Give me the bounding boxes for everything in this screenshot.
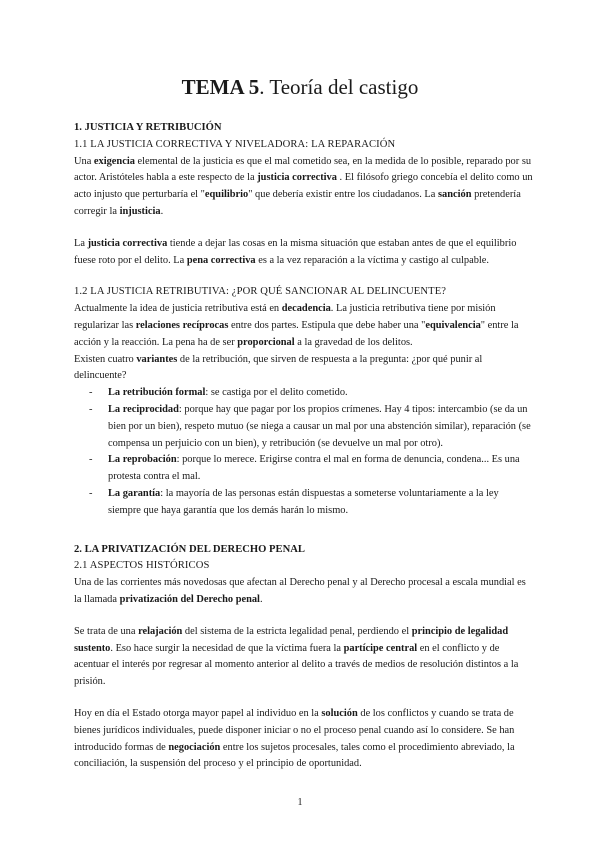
section-1-2-heading: 1.2 LA JUSTICIA RETRIBUTIVA: ¿POR QUÉ SANCIONAR AL DELINCUENTE?	[74, 286, 447, 298]
list-dash: -	[89, 487, 93, 499]
text: en el conflicto y de acentuar el interés por regresar al momento anterior al delito a través de medios de resolución distintos a la prisión.	[74, 642, 519, 688]
text: de los conflictos y cuando se trata de bienes jurídicos individuales, puede disponer iniciar o no el proceso penal cuando así lo considere. Se han introducido formas de	[74, 707, 515, 753]
page-number: 1	[297, 797, 303, 808]
bold-term: justicia correctiva	[87, 237, 168, 249]
text: tiende a dejar las cosas en la misma situación que estaban antes de que el equilibrio fuese roto por el delito. La	[74, 237, 517, 266]
bold-term: negociación	[168, 741, 221, 753]
text: Una de las corrientes más novedosas que afectan al Derecho penal y al Derecho procesal a escala mundial es la llamada	[74, 577, 526, 605]
text: . Eso hace surgir la necesidad de que la víctima fuera la	[110, 642, 344, 654]
bold-term: pena correctiva	[186, 254, 256, 266]
list-item	[74, 452, 534, 486]
paragraph-3	[74, 301, 534, 351]
bold-term: equilibrio	[204, 189, 249, 201]
bold-term: La retribución formal	[108, 387, 206, 399]
page-title	[0, 74, 600, 100]
section-1-heading: 1. JUSTICIA Y RETRIBUCIÓN	[74, 122, 222, 133]
text: " que debería existir entre los ciudadanos. La	[248, 189, 438, 201]
document-body	[74, 120, 534, 773]
retribution-variants-list	[74, 385, 534, 519]
text: del sistema de la estricta legalidad penal, perdiendo el	[182, 625, 412, 637]
text: Existen cuatro	[74, 353, 137, 365]
text: La	[74, 237, 88, 249]
text: : porque hay que pagar por los propios crímenes. Hay 4 tipos: intercambio (se da un bien por un bien), respeto mutuo (se niega a causar un mal por una abstención similar), reparación (se compensa un perjuicio con un bien), y retribución (se devuelve un mal por otro).	[108, 403, 531, 449]
bold-term: relaciones recíprocas	[135, 319, 229, 331]
list-item	[74, 402, 534, 452]
bold-term: La reprobación	[108, 454, 177, 466]
list-item	[74, 385, 534, 402]
paragraph-4	[74, 352, 534, 386]
text: : se castiga por el delito cometido.	[205, 387, 348, 399]
list-item	[74, 486, 534, 520]
text: Se trata de una	[74, 625, 139, 637]
section-2-1-heading: 2.1 ASPECTOS HISTÓRICOS	[74, 560, 210, 572]
bold-term: injusticia	[119, 205, 161, 217]
text: Hoy en día el Estado otorga mayor papel al individuo en la	[74, 707, 322, 719]
text: . El filósofo griego concebía el delito como un acto injusto que perturbaría el "	[74, 172, 533, 201]
bold-term: privatización del Derecho penal	[119, 593, 260, 605]
section-1-1-heading: 1.1 LA JUSTICIA CORRECTIVA Y NIVELADORA: LA REPARACIÓN	[74, 138, 396, 150]
text: pretendería corregir la	[74, 189, 521, 217]
text: " entre la acción y la reacción. La pena ha de ser	[74, 319, 519, 348]
title-bold: TEMA 5	[181, 75, 260, 99]
bold-term: La reciprocidad	[108, 403, 179, 415]
paragraph-6	[74, 624, 534, 691]
text: .	[160, 205, 164, 217]
paragraph-7	[74, 706, 534, 773]
list-dash: -	[89, 454, 93, 466]
paragraph-5	[74, 575, 534, 609]
bold-term: La garantía	[108, 487, 161, 499]
bold-term: exigencia	[93, 155, 135, 167]
text: entre los sujetos procesales, tales como el procedimiento abreviado, la conciliación, la suspensión del proceso y el principio de oportunidad.	[74, 741, 515, 770]
list-dash: -	[89, 403, 93, 415]
title-rest: . Teoría del castigo	[259, 75, 419, 99]
text: es a la vez reparación a la víctima y castigo al culpable.	[255, 254, 489, 266]
bold-term: variantes	[136, 353, 178, 365]
text: : porque lo merece. Erigirse contra el mal en forma de denuncia, condena... Es una protesta contra el mal.	[108, 454, 520, 483]
text: elemental de la justicia es que el mal cometido sea, en la medida de lo posible, reparado por su actor. Aristóteles habla a este respecto de la	[74, 155, 532, 184]
bold-term: decadencia	[281, 303, 331, 315]
text: entre dos partes. Estipula que debe haber una "	[228, 319, 426, 331]
bold-term: proporcional	[237, 336, 295, 348]
section-2-heading: 2. LA PRIVATIZACIÓN DEL DERECHO PENAL	[74, 543, 305, 555]
text: de la retribución, que sirven de respuesta a la pregunta: ¿por qué punir al delincuente?	[74, 353, 483, 382]
text: Actualmente la idea de justicia retributiva está en	[74, 303, 282, 315]
bold-term: sanción	[437, 189, 472, 201]
bold-term: solución	[321, 707, 358, 719]
text: Una	[74, 155, 94, 167]
text: a la gravedad de los delitos.	[294, 336, 413, 348]
text: .	[259, 593, 263, 605]
bold-term: partícipe central	[343, 642, 418, 654]
paragraph-2	[74, 236, 534, 270]
text: . La justicia retributiva tiene por misión regularizar las	[74, 303, 496, 331]
bold-term: principio de legalidad sustento	[74, 625, 509, 654]
bold-term: relajación	[138, 625, 183, 637]
text: : la mayoría de las personas están dispuestas a someterse voluntariamente a la ley siempre que haya garantía que los demás harán lo mismo.	[108, 487, 499, 516]
bold-term: equivalencia	[425, 319, 481, 331]
paragraph-1	[74, 154, 534, 221]
bold-term: justicia correctiva	[257, 172, 337, 184]
list-dash: -	[89, 387, 93, 399]
